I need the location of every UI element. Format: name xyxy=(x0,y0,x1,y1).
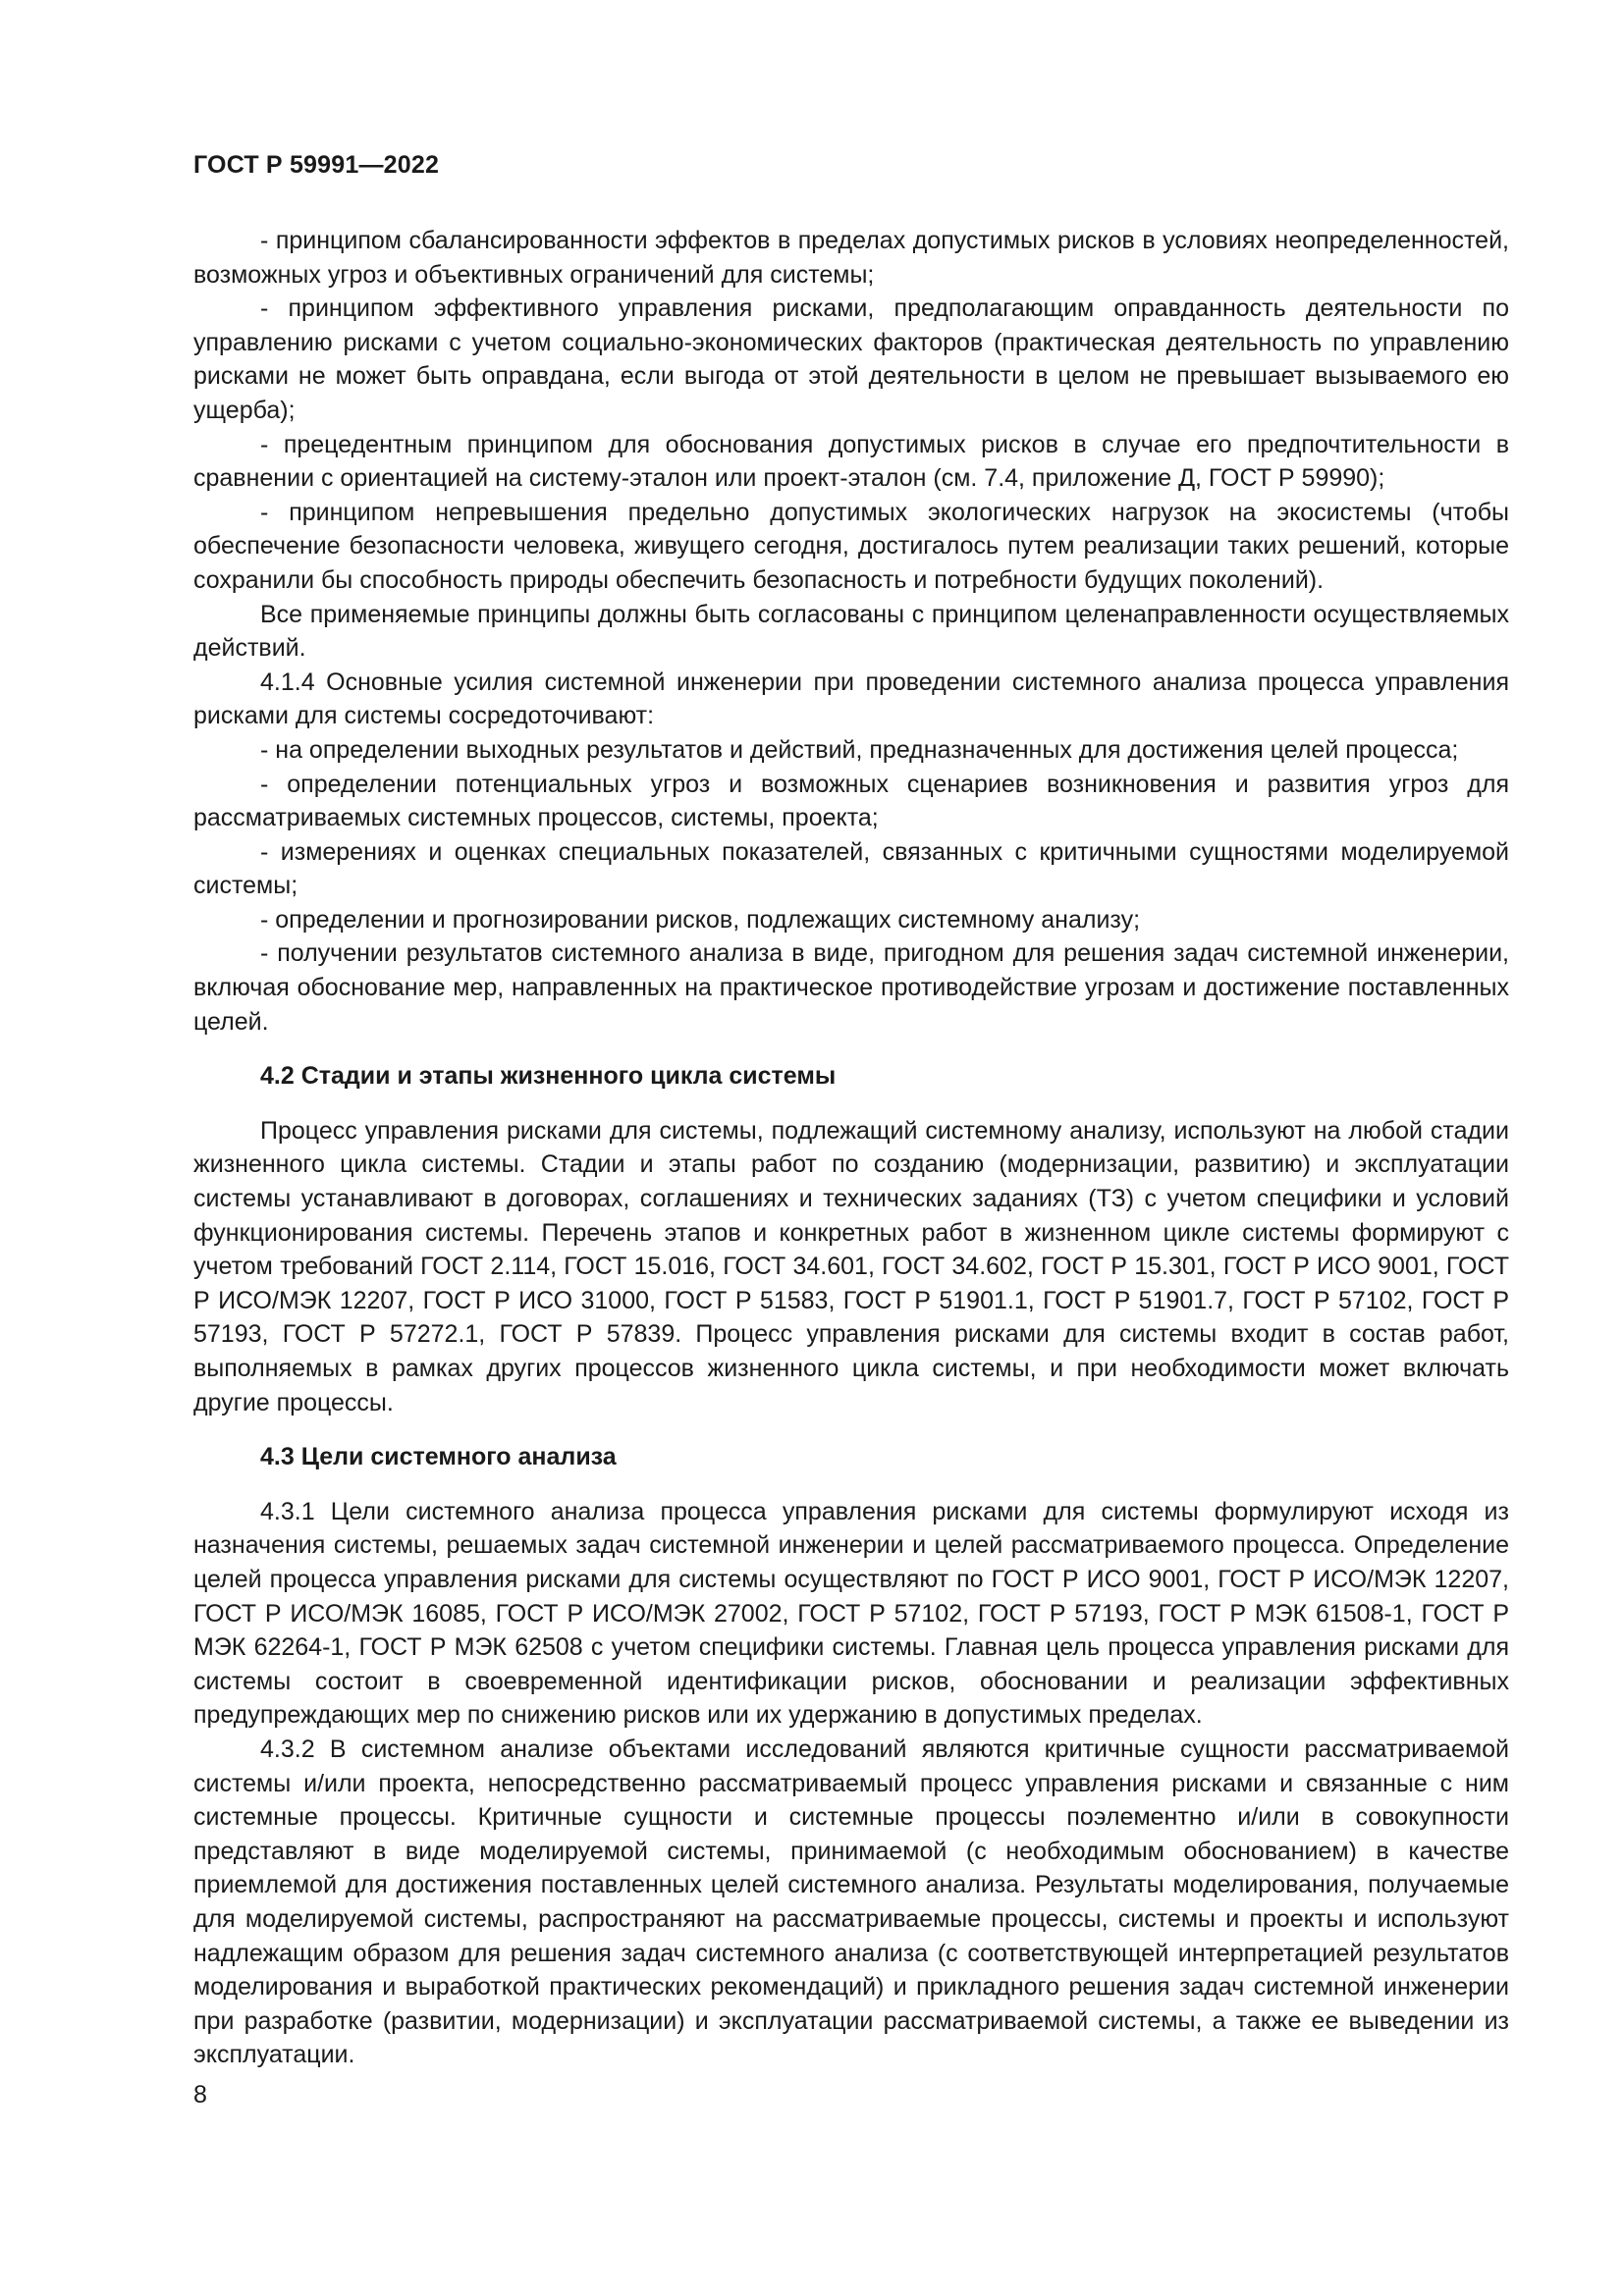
paragraph: - измерениях и оценках специальных показателей, связанных с критичными сущностями моделируемой системы; xyxy=(193,837,1509,900)
paragraph: Процесс управления рисками для системы, подлежащий системному анализу, используют на любой стадии жизненного цикла системы. Стадии и этапы работ по созданию (модернизации, развитию) и эксплуатации системы устанавливают в договорах, соглашениях и технических заданиях (ТЗ) с учетом специфики и условий функционирования системы. Перечень этапов и конкретных работ в жизненном цикле системы формируют с учетом требований ГОСТ 2.114, ГОСТ 15.016, ГОСТ 34.601, ГОСТ 34.602, ГОСТ Р 15.301, ГОСТ Р ИСО 9001, ГОСТ Р ИСО/МЭК 12207, ГОСТ Р ИСО 31000, ГОСТ Р 51583, ГОСТ Р 51901.1, ГОСТ Р 51901.7, ГОСТ Р 57102, ГОСТ Р 57193, ГОСТ Р 57272.1, ГОСТ Р 57839. Процесс управления рисками для системы входит в состав работ, выполняемых в рамках других процессов жизненного цикла системы, и при необходимости может включать другие процессы. xyxy=(193,1116,1509,1416)
document-header: ГОСТ Р 59991—2022 xyxy=(193,151,440,179)
paragraph: - на определении выходных результатов и действий, предназначенных для достижения целей процесса; xyxy=(260,735,1459,764)
paragraph: 4.3.1 Цели системного анализа процесса управления рисками для системы формулируют исходя из назначения системы, решаемых задач системной инженерии и целей рассматриваемого процесса. Определение целей процесса управления рисками для системы осуществляют по ГОСТ Р ИСО 9001, ГОСТ Р ИСО/МЭК 12207, ГОСТ Р ИСО/МЭК 16085, ГОСТ Р ИСО/МЭК 27002, ГОСТ Р 57102, ГОСТ Р 57193, ГОСТ Р МЭК 61508-1, ГОСТ Р МЭК 62264-1, ГОСТ Р МЭК 62508 с учетом специфики системы. Главная цель процесса управления рисками для системы состоит в своевременной идентификации рисков, обосновании и реализации эффективных предупреждающих мер по снижению рисков или их удержанию в допустимых пределах. xyxy=(193,1497,1509,1730)
paragraph: - определении потенциальных угроз и возможных сценариев возникновения и развития угроз для рассматриваемых системных процессов, системы, проекта; xyxy=(193,770,1509,832)
paragraph: Все применяемые принципы должны быть согласованы с принципом целенаправленности осуществляемых действий. xyxy=(193,600,1509,663)
document-body xyxy=(193,224,1509,2072)
section-heading-4-2: 4.2 Стадии и этапы жизненного цикла системы xyxy=(260,1062,837,1091)
page-number: 8 xyxy=(193,2081,207,2109)
paragraph: - получении результатов системного анализа в виде, пригодном для решения задач системной инженерии, включая обоснование мер, направленных на практическое противодействие угрозам и достижение поставленных целей. xyxy=(193,939,1509,1036)
paragraph: - определении и прогнозировании рисков, подлежащих системному анализу; xyxy=(260,905,1141,934)
paragraph: - принципом непревышения предельно допустимых экологических нагрузок на экосистемы (чтобы обеспечение безопасности человека, живущего сегодня, достигалось путем реализации таких решений, которые сохранили бы способность природы обеспечить безопасность и потребности будущих поколений). xyxy=(193,498,1509,594)
section-heading-4-3: 4.3 Цели системного анализа xyxy=(260,1443,617,1471)
paragraph: - принципом эффективного управления рисками, предполагающим оправданность деятельности по управлению рисками с учетом социально-экономических факторов (практическая деятельность по управлению рисками не может быть оправдана, если выгода от этой деятельности в целом не превышает вызываемого ею ущерба); xyxy=(193,294,1509,424)
paragraph: 4.1.4 Основные усилия системной инженерии при проведении системного анализа процесса управления рисками для системы сосредоточивают: xyxy=(193,667,1509,730)
paragraph: - принципом сбалансированности эффектов в пределах допустимых рисков в условиях неопределенностей, возможных угроз и объективных ограничений для системы; xyxy=(193,227,1509,289)
paragraph: - прецедентным принципом для обоснования допустимых рисков в случае его предпочтительности в сравнении с ориентацией на систему-эталон или проект-эталон (см. 7.4, приложение Д, ГОСТ Р 59990); xyxy=(193,430,1509,493)
paragraph: 4.3.2 В системном анализе объектами исследований являются критичные сущности рассматриваемой системы и/или проекта, непосредственно рассматриваемый процесс управления рисками и связанные с ним системные процессы. Критичные сущности и системные процессы поэлементно и/или в совокупности представляют в виде моделируемой системы, принимаемой (с необходимым обоснованием) в качестве приемлемой для достижения поставленных целей системного анализа. Результаты моделирования, получаемые для моделируемой системы, распространяют на рассматриваемые процессы, системы и проекты и используют надлежащим образом для решения задач системного анализа (с соответствующей интерпретацией результатов моделирования и выработкой практических рекомендаций) и прикладного решения задач системной инженерии при разработке (развитии, модернизации) и эксплуатации рассматриваемой системы, а также ее выведении из эксплуатации. xyxy=(193,1735,1509,2069)
